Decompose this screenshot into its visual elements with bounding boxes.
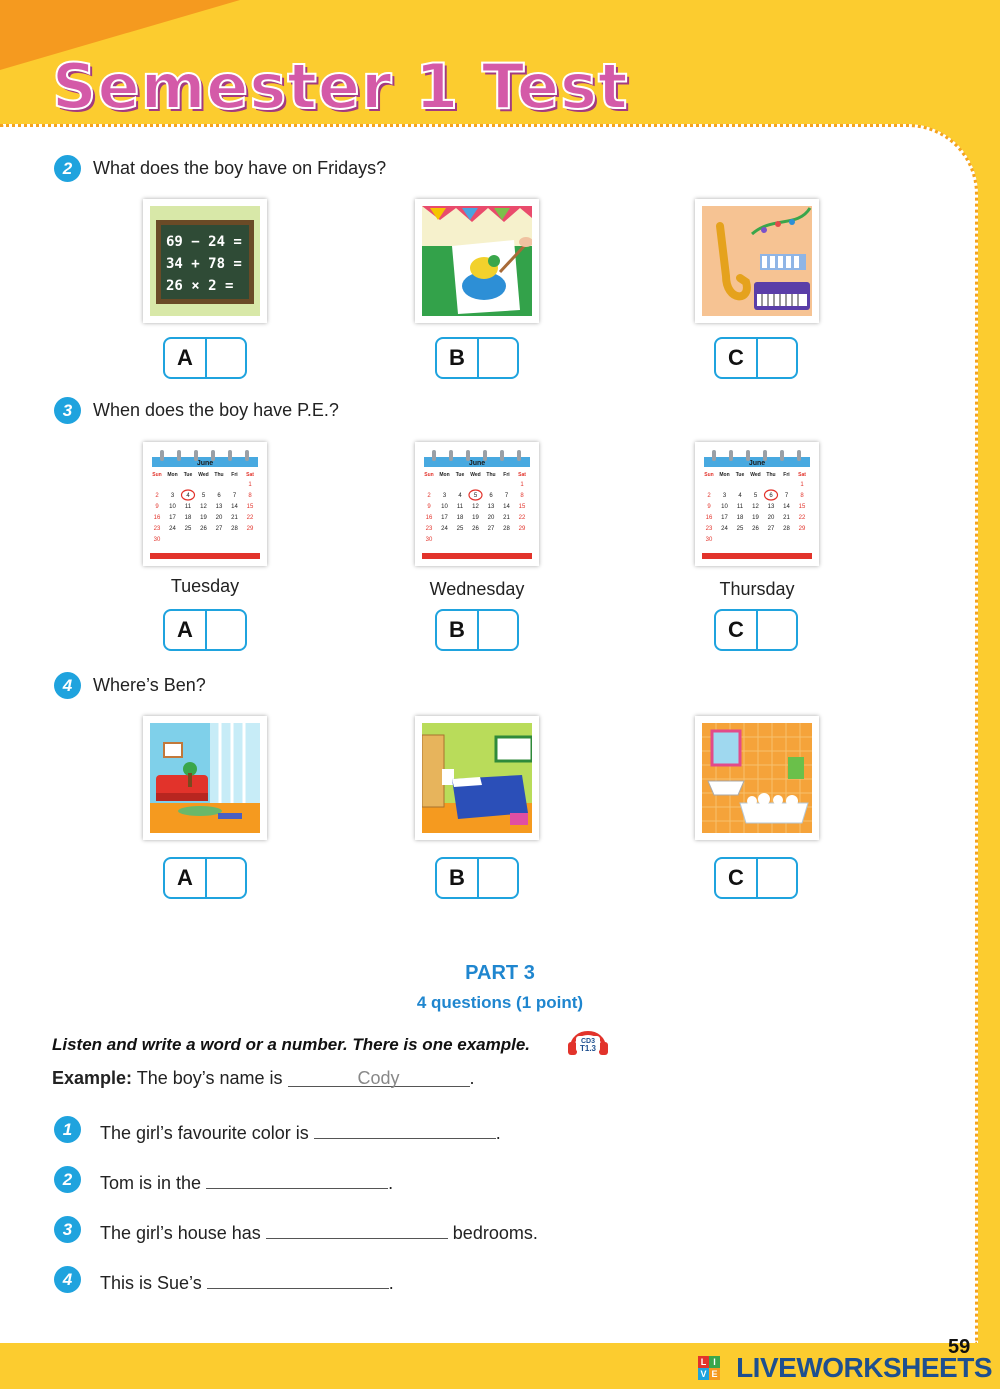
board-line: 69 − 24 = [166, 234, 242, 250]
calendar-day: 17 [721, 515, 728, 521]
calendar-day: 6 [489, 493, 493, 499]
calendar-day: 16 [705, 515, 713, 521]
math-chalkboard-image [143, 199, 267, 323]
calendar-day: 2 [707, 493, 711, 499]
calendar-day: 26 [472, 526, 479, 532]
calendar-day: 19 [200, 515, 207, 521]
question-text: Where’s Ben? [93, 675, 206, 695]
calendar-weekday: Fri [503, 472, 510, 478]
answer-box[interactable] [163, 337, 247, 379]
calendar-day: 26 [752, 526, 759, 532]
example-end: . [469, 1068, 475, 1088]
calendar-day: 10 [169, 504, 176, 510]
calendar-weekday: Thu [486, 472, 496, 478]
calendar-day: 22 [246, 515, 254, 521]
item-end: . [495, 1123, 501, 1143]
fill-in-item [100, 1120, 501, 1144]
example-text: The boy’s name is [136, 1068, 283, 1088]
calendar-day: 25 [456, 526, 464, 532]
answer-field[interactable] [758, 611, 796, 649]
calendar-day: 7 [232, 493, 237, 499]
audio-headphones-icon[interactable] [566, 1022, 610, 1056]
calendar-day: 7 [504, 493, 509, 499]
answer-field[interactable] [479, 611, 517, 649]
answer-letter: C [716, 859, 758, 897]
item-number-badge: 1 [54, 1116, 81, 1143]
answer-blank-input[interactable] [206, 1170, 388, 1189]
calendar-weekday: Mon [439, 472, 450, 478]
calendar-day: 5 [753, 493, 758, 499]
calendar-day: 9 [155, 504, 159, 510]
calendar-day: 16 [425, 515, 433, 521]
calendar-day: 7 [784, 493, 789, 499]
answer-field[interactable] [758, 339, 796, 377]
answer-box[interactable] [163, 857, 247, 899]
answer-letter: B [437, 339, 479, 377]
calendar-wednesday-image [415, 442, 539, 566]
calendar-day: 23 [425, 526, 433, 532]
calendar-day: 27 [215, 526, 223, 532]
fill-in-item [100, 1270, 394, 1294]
calendar-weekday: Sat [246, 472, 254, 478]
calendar-day: 15 [518, 504, 526, 510]
calendar-day: 8 [248, 493, 252, 499]
answer-blank-input[interactable] [314, 1120, 496, 1139]
calendar-tuesday-image [143, 442, 267, 566]
calendar-weekday: Sun [152, 472, 162, 478]
calendar-day: 1 [248, 482, 252, 488]
calendar-month: June [748, 460, 766, 467]
calendar-day: 20 [215, 515, 223, 521]
item-number-badge: 4 [54, 1266, 81, 1293]
answer-letter: A [165, 611, 207, 649]
calendar-day: 4 [738, 493, 742, 499]
calendar-day: 28 [783, 526, 790, 532]
calendar-month: June [196, 460, 214, 467]
calendar-day: 16 [153, 515, 161, 521]
calendar-day: 20 [767, 515, 775, 521]
calendar-day: 28 [231, 526, 238, 532]
option-caption: Tuesday [170, 576, 240, 596]
calendar-weekday: Sat [798, 472, 806, 478]
calendar-day: 11 [736, 504, 744, 510]
calendar-day: 19 [472, 515, 479, 521]
calendar-day: 17 [169, 515, 176, 521]
calendar-weekday: Sun [704, 472, 714, 478]
calendar-weekday: Tue [735, 472, 745, 478]
item-number-badge: 3 [54, 1216, 81, 1243]
calendar-day: 6 [769, 493, 773, 499]
calendar-day: 24 [721, 526, 728, 532]
calendar-day: 3 [170, 493, 175, 499]
calendar-day: 18 [456, 515, 464, 521]
calendar-day: 18 [184, 515, 192, 521]
answer-letter: C [716, 611, 758, 649]
calendar-weekday: Tue [455, 472, 465, 478]
calendar-day: 13 [767, 504, 775, 510]
calendar-day: 2 [427, 493, 431, 499]
calendar-day: 30 [425, 537, 433, 543]
calendar-day: 2 [155, 493, 159, 499]
calendar-thursday-image [695, 442, 819, 566]
calendar-day: 9 [707, 504, 711, 510]
calendar-day: 26 [200, 526, 207, 532]
calendar-day: 1 [520, 482, 524, 488]
calendar-day: 25 [736, 526, 744, 532]
calendar-day: 12 [200, 504, 207, 510]
calendar-day: 29 [518, 526, 526, 532]
fill-in-item [100, 1220, 538, 1244]
calendar-day: 23 [705, 526, 713, 532]
instruction-text: Listen and write a word or a number. There is one example. [52, 1035, 531, 1054]
answer-box[interactable] [714, 609, 798, 651]
calendar-day: 28 [503, 526, 510, 532]
item-text: Tom is in the [100, 1173, 202, 1193]
calendar-weekday: Fri [783, 472, 790, 478]
calendar-day: 22 [518, 515, 526, 521]
calendar-day: 10 [721, 504, 728, 510]
calendar-day: 1 [800, 482, 804, 488]
page-number: 59 [948, 1336, 971, 1358]
answer-letter: B [437, 611, 479, 649]
answer-box[interactable] [163, 609, 247, 651]
calendar-day: 24 [441, 526, 448, 532]
option-caption: Wednesday [429, 579, 525, 599]
calendar-day: 30 [153, 537, 161, 543]
calendar-day: 3 [442, 493, 447, 499]
part-subtitle: 4 questions (1 point) [416, 993, 584, 1012]
calendar-day: 14 [503, 504, 510, 510]
calendar-weekday: Fri [231, 472, 238, 478]
calendar-day: 13 [215, 504, 223, 510]
answer-letter: C [716, 339, 758, 377]
audio-track-label: CD3 [580, 1038, 596, 1045]
question-text: What does the boy have on Fridays? [93, 158, 387, 178]
calendar-month: June [468, 460, 486, 467]
calendar-day: 22 [798, 515, 806, 521]
page-title: Semester 1 Test [52, 50, 629, 123]
question-number-badge: 3 [54, 397, 81, 424]
item-end: . [388, 1173, 394, 1193]
calendar-day: 11 [456, 504, 464, 510]
item-text: The girl’s house has [100, 1223, 261, 1243]
answer-box[interactable] [435, 337, 519, 379]
answer-field[interactable] [207, 859, 245, 897]
calendar-day: 8 [520, 493, 524, 499]
calendar-day: 14 [783, 504, 790, 510]
answer-letter: A [165, 339, 207, 377]
bathroom-image [695, 716, 819, 840]
bedroom-image [415, 716, 539, 840]
example-line [52, 1068, 475, 1089]
calendar-day: 21 [231, 515, 238, 521]
music-instruments-image [695, 199, 819, 323]
item-text: This is Sue’s [100, 1273, 202, 1293]
calendar-day: 21 [503, 515, 510, 521]
calendar-weekday: Mon [167, 472, 178, 478]
answer-field[interactable] [207, 339, 245, 377]
calendar-day: 12 [752, 504, 759, 510]
answer-field[interactable] [479, 339, 517, 377]
answer-field[interactable] [758, 859, 796, 897]
calendar-weekday: Wed [750, 472, 761, 478]
calendar-day: 14 [231, 504, 238, 510]
calendar-day: 18 [736, 515, 744, 521]
calendar-day: 17 [441, 515, 448, 521]
calendar-day: 27 [767, 526, 775, 532]
example-answer: Cody [288, 1068, 470, 1087]
art-painting-image [415, 199, 539, 323]
calendar-day: 5 [201, 493, 206, 499]
option-caption: Thursday [719, 579, 795, 599]
calendar-day: 25 [184, 526, 192, 532]
calendar-day: 4 [458, 493, 462, 499]
item-number-badge: 2 [54, 1166, 81, 1193]
calendar-weekday: Wed [198, 472, 209, 478]
answer-field[interactable] [207, 611, 245, 649]
footer-brand[interactable]: LIVEWORKSHEETS [736, 1352, 992, 1383]
answer-blank-input[interactable] [207, 1270, 389, 1289]
calendar-day: 30 [705, 537, 713, 543]
answer-blank-input[interactable] [266, 1220, 448, 1239]
answer-box[interactable] [435, 857, 519, 899]
calendar-day: 12 [472, 504, 479, 510]
calendar-weekday: Thu [766, 472, 776, 478]
calendar-day: 9 [427, 504, 431, 510]
calendar-day: 3 [722, 493, 727, 499]
answer-box[interactable] [714, 857, 798, 899]
answer-box[interactable] [714, 337, 798, 379]
calendar-day: 8 [800, 493, 804, 499]
liveworksheets-logo-icon: L I V E [698, 1356, 720, 1380]
calendar-day: 24 [169, 526, 176, 532]
answer-field[interactable] [479, 859, 517, 897]
calendar-day: 13 [487, 504, 495, 510]
question-number-badge: 4 [54, 672, 81, 699]
calendar-day: 23 [153, 526, 161, 532]
calendar-day: 20 [487, 515, 495, 521]
question-number-badge: 2 [54, 155, 81, 182]
calendar-day: 4 [186, 493, 190, 499]
board-line: 34 + 78 = [166, 256, 242, 272]
calendar-day: 10 [441, 504, 448, 510]
calendar-weekday: Wed [470, 472, 481, 478]
calendar-day: 15 [798, 504, 806, 510]
calendar-day: 29 [246, 526, 254, 532]
audio-track-label: T1.3 [579, 1044, 597, 1053]
calendar-weekday: Tue [183, 472, 193, 478]
calendar-weekday: Mon [719, 472, 730, 478]
question-text: When does the boy have P.E.? [93, 400, 339, 420]
item-end: bedrooms. [452, 1223, 538, 1243]
item-end: . [388, 1273, 394, 1293]
fill-in-item [100, 1170, 393, 1194]
calendar-day: 15 [246, 504, 254, 510]
calendar-day: 5 [473, 493, 478, 499]
calendar-day: 27 [487, 526, 495, 532]
answer-letter: A [165, 859, 207, 897]
answer-letter: B [437, 859, 479, 897]
calendar-day: 29 [798, 526, 806, 532]
item-text: The girl’s favourite color is [100, 1123, 309, 1143]
board-line: 26 × 2 = [166, 278, 234, 294]
example-label: Example: [52, 1068, 133, 1088]
calendar-weekday: Sun [424, 472, 434, 478]
calendar-day: 6 [217, 493, 221, 499]
living-room-image [143, 716, 267, 840]
part-title: PART 3 [465, 962, 535, 984]
answer-box[interactable] [435, 609, 519, 651]
calendar-day: 19 [752, 515, 759, 521]
calendar-day: 21 [783, 515, 790, 521]
calendar-weekday: Thu [214, 472, 224, 478]
calendar-day: 11 [184, 504, 192, 510]
calendar-weekday: Sat [518, 472, 526, 478]
